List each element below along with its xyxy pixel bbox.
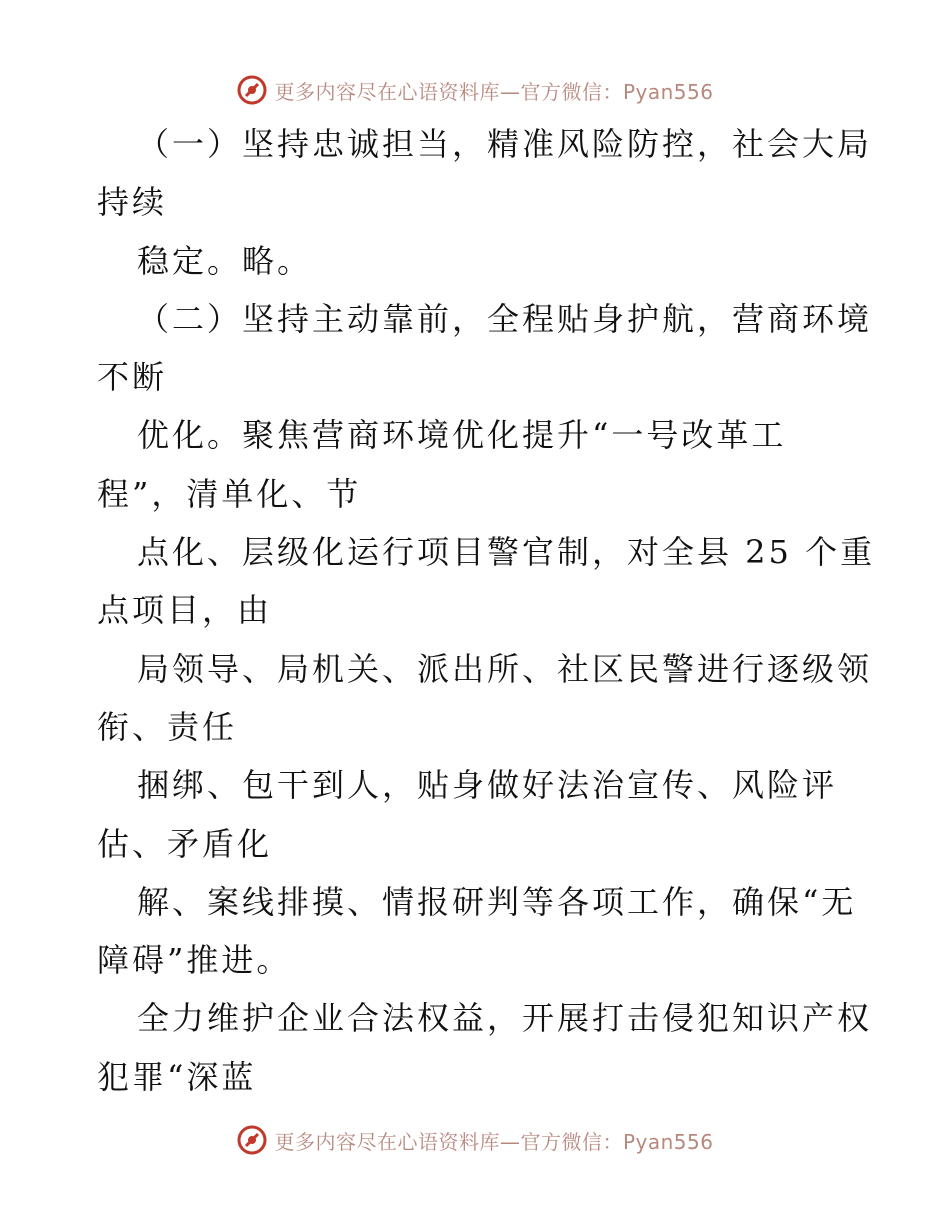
text-line: 点项目，由 xyxy=(97,591,273,630)
text-line: 局领导、局机关、派出所、社区民警进行逐级领 xyxy=(137,649,873,688)
watermark-text: 更多内容尽在心语资料库—官方微信：Pyan556 xyxy=(274,1129,714,1154)
seal-logo-icon xyxy=(236,74,268,106)
text-line: （二）坚持主动靠前，全程贴身护航，营商环境 xyxy=(137,299,873,338)
text-line: 估、矛盾化 xyxy=(97,824,273,863)
text-line: 程”，清单化、节 xyxy=(97,474,362,513)
text-line: 稳定。略。 xyxy=(137,241,313,280)
watermark-text: 更多内容尽在心语资料库—官方微信：Pyan556 xyxy=(274,79,714,104)
text-line: 全力维护企业合法权益，开展打击侵犯知识产权 xyxy=(137,999,873,1038)
text-line: 不断 xyxy=(97,358,168,397)
seal-logo-icon xyxy=(236,1124,268,1156)
text-line: 持续 xyxy=(97,183,168,222)
text-line: （一）坚持忠诚担当，精准风险防控，社会大局 xyxy=(137,125,873,163)
text-line: 障碍”推进。 xyxy=(97,941,292,980)
text-line: 解、案线排摸、情报研判等各项工作，确保“无 xyxy=(137,882,857,921)
text-line: 优化。聚焦营商环境优化提升“一号改革工 xyxy=(137,416,787,455)
text-line: 捆绑、包干到人，贴身做好法治宣传、风险评 xyxy=(137,766,838,805)
text-line: 点化、层级化运行项目警官制，对全县 25 个重 xyxy=(137,533,876,572)
footer-watermark xyxy=(0,1122,950,1158)
text-line: 犯罪“深蓝 xyxy=(97,1057,257,1096)
text-line: 衔、责任 xyxy=(97,707,238,746)
header-watermark xyxy=(0,72,950,108)
document-body xyxy=(97,115,876,1106)
